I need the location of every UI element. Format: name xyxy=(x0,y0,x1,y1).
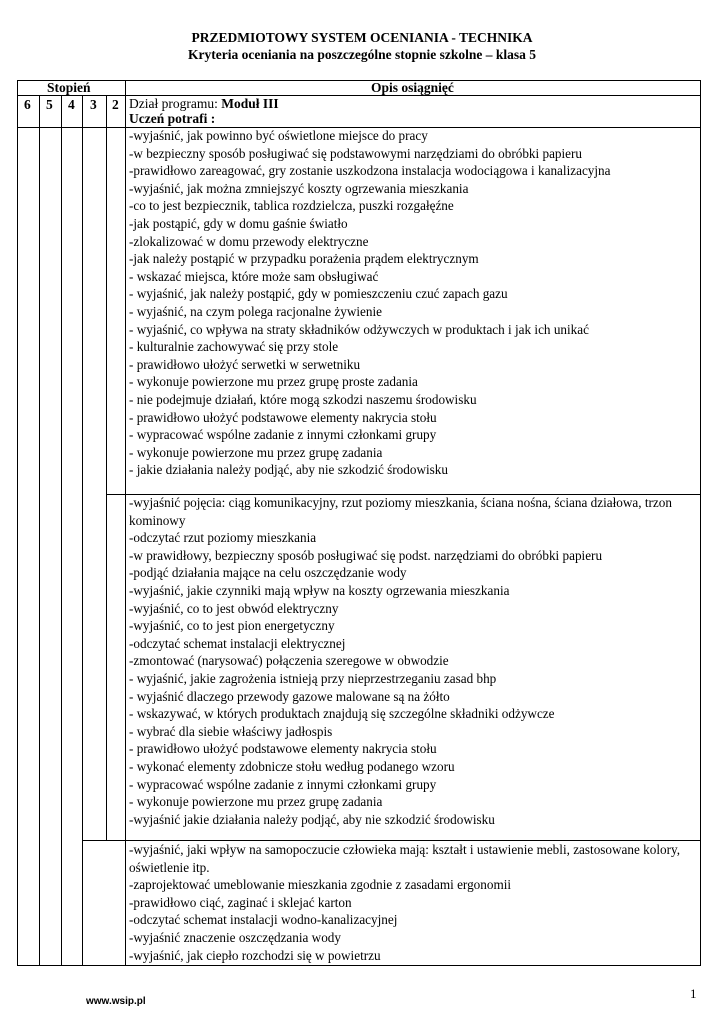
criterion-line: - jakie działania należy podjąć, aby nie szkodzić środowisku xyxy=(129,462,448,478)
section-level-3 xyxy=(129,494,672,828)
criterion-line: -wyjaśnić, co to jest pion energetyczny xyxy=(129,618,335,634)
criterion-line: -odczytać schemat instalacji elektrycznej xyxy=(129,635,346,651)
page-number: 1 xyxy=(690,986,697,1001)
grade-5: 5 xyxy=(46,97,53,112)
footer-site: www.wsip.pl xyxy=(86,996,146,1007)
table-left-border xyxy=(17,80,18,966)
criterion-line: -wyjaśnić, jaki wpływ na samopoczucie człowieka mają: kształt i ustawienie mebli, zastosowane kolory, xyxy=(129,842,681,857)
criterion-line: - wybrać dla siebie właściwy jadłospis xyxy=(129,723,333,739)
criterion-line: - wyjaśnić, na czym polega racjonalne żywienie xyxy=(129,303,383,319)
criterion-line: kominowy xyxy=(129,512,186,528)
criterion-line: - wyjaśnić, jakie zagrożenia istnieją przy nieprzestrzeganiu zasad bhp xyxy=(129,670,497,686)
program-row xyxy=(129,96,279,112)
section-level-2 xyxy=(129,127,611,479)
criterion-line: - prawidłowo ułożyć podstawowe elementy nakrycia stołu xyxy=(129,741,437,757)
criterion-line: - wskazać miejsca, które może sam obsługiwać xyxy=(129,268,379,284)
section-level-4 xyxy=(129,841,680,964)
criterion-line: -wyjaśnić pojęcia: ciąg komunikacyjny, rzut poziomy mieszkania, ściana nośna, ściana działowa, trzon xyxy=(129,495,672,510)
criterion-line: - wyjaśnić dlaczego przewody gazowe malowane są na żółto xyxy=(129,688,450,704)
criterion-line: - wyjaśnić, co wpływa na straty składników odżywczych w produktach i jak ich unikać xyxy=(129,321,589,337)
table-bottom-border xyxy=(17,965,701,966)
criterion-line: - wykonuje powierzone mu przez grupę zadania xyxy=(129,444,383,460)
criterion-line: -jak należy postąpić w przypadku porażenia prądem elektrycznym xyxy=(129,251,479,267)
program-label: Dział programu: xyxy=(129,96,222,111)
uczen-label: Uczeń potrafi : xyxy=(129,111,216,126)
criterion-line: - prawidłowo ułożyć serwetki w serwetniku xyxy=(129,356,361,372)
grade-3: 3 xyxy=(90,97,97,112)
criterion-line: -wyjaśnić, jak ciepło rozchodzi się w powietrzu xyxy=(129,947,381,963)
criterion-line: -wyjaśnić, jak można zmniejszyć koszty ogrzewania mieszkania xyxy=(129,180,469,196)
criterion-line: - wypracować wspólne zadanie z innymi członkami grupy xyxy=(129,427,437,443)
criterion-line: -odczytać schemat instalacji wodno-kanalizacyjnej xyxy=(129,912,398,928)
criterion-line: - wykonać elementy zdobnicze stołu według podanego wzoru xyxy=(129,758,455,774)
criterion-line: -wyjaśnić, jakie czynniki mają wpływ na koszty ogrzewania mieszkania xyxy=(129,582,510,598)
criterion-line: -co to jest bezpiecznik, tablica rozdzielcza, puszki rozgałęźne xyxy=(129,198,454,214)
criterion-line: -prawidłowo zareagować, gry zostanie uszkodzona instalacja wodociągowa i kanalizacyjna xyxy=(129,163,611,179)
criterion-line: -w bezpieczny sposób posługiwać się podstawowymi narzędziami do obróbki papieru xyxy=(129,145,583,161)
document-subtitle: Kryteria oceniania na poszczególne stopnie szkolne – klasa 5 xyxy=(188,47,536,62)
header-divider xyxy=(17,95,701,96)
criterion-line: -podjąć działania mające na celu oszczędzanie wody xyxy=(129,565,407,581)
criterion-line: - wykonuje powierzone mu przez grupę proste zadania xyxy=(129,374,418,390)
criterion-line: -wyjaśnić, jak powinno być oświetlone miejsce do pracy xyxy=(129,128,428,143)
criterion-line: - prawidłowo ułożyć podstawowe elementy nakrycia stołu xyxy=(129,409,437,425)
criterion-line: - kulturalnie zachowywać się przy stole xyxy=(129,339,339,355)
grade-col-divider-3-2 xyxy=(106,95,107,841)
criterion-line: -jak postąpić, gdy w domu gaśnie światło xyxy=(129,215,348,231)
grade-2: 2 xyxy=(112,97,119,112)
criterion-line: -w prawidłowy, bezpieczny sposób posługiwać się podst. narzędziami do obróbki papieru xyxy=(129,547,603,563)
criterion-line: -zmontować (narysować) połączenia szeregowe w obwodzie xyxy=(129,653,449,669)
document-title: PRZEDMIOTOWY SYSTEM OCENIANIA - TECHNIKA xyxy=(191,30,533,45)
criterion-line: oświetlenie itp. xyxy=(129,859,210,875)
grade-col-divider-4-3 xyxy=(82,95,83,966)
criterion-line: -prawidłowo ciąć, zaginać i sklejać karton xyxy=(129,894,352,910)
table-top-border xyxy=(17,80,701,81)
criterion-line: -wyjaśnić znaczenie oszczędzania wody xyxy=(129,929,341,945)
criterion-line: - wykonuje powierzone mu przez grupę zadania xyxy=(129,794,383,810)
criterion-line: -wyjaśnić, co to jest obwód elektryczny xyxy=(129,600,339,616)
criterion-line: -zlokalizować w domu przewody elektryczne xyxy=(129,233,369,249)
criterion-line: - wskazywać, w których produktach znajdują się szczególne składniki odżywcze xyxy=(129,706,555,722)
criterion-line: - wypracować wspólne zadanie z innymi członkami grupy xyxy=(129,776,437,792)
grade-6: 6 xyxy=(24,97,31,112)
grade-desc-divider xyxy=(125,80,126,966)
header-description: Opis osiągnięć xyxy=(371,80,454,95)
criterion-line: -wyjaśnić jakie działania należy podjąć, aby nie szkodzić środowisku xyxy=(129,811,495,827)
criterion-line: -odczytać rzut poziomy mieszkania xyxy=(129,530,317,546)
program-name: Moduł III xyxy=(221,96,279,111)
table-right-border xyxy=(700,80,701,966)
header-grade: Stopień xyxy=(47,80,91,95)
grade-col-divider-5-4 xyxy=(61,95,62,966)
grade-col-divider-6-5 xyxy=(39,95,40,966)
criterion-line: - wyjaśnić, jak należy postąpić, gdy w pomieszczeniu czuć zapach gazu xyxy=(129,286,508,302)
criterion-line: - nie podejmuje działań, które mogą szkodzi naszemu środowisku xyxy=(129,391,477,407)
grade-4: 4 xyxy=(68,97,75,112)
criterion-line: -zaprojektować umeblowanie mieszkania zgodnie z zasadami ergonomii xyxy=(129,877,512,893)
